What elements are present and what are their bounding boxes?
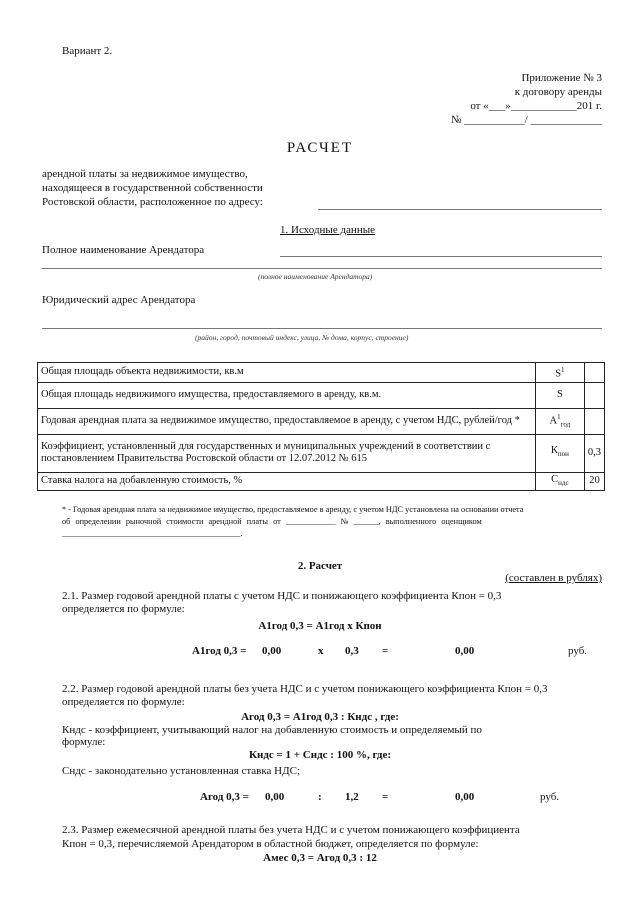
calc2-a: 0,00 (265, 791, 285, 803)
row-value (584, 382, 604, 408)
appendix-line3: от «___»____________201 г. (470, 100, 602, 112)
section1-heading: 1. Исходные данные (280, 224, 375, 236)
p21-line1: 2.1. Размер годовой арендной платы с учетом НДС и понижающего коэффициента Кпон = 0,3 (62, 590, 502, 602)
row-value (584, 363, 604, 383)
row-label: Общая площадь недвижимого имущества, предоставляемого в аренду, кв.м. (38, 382, 536, 408)
tenant-label: Полное наименование Арендатора (42, 244, 205, 256)
row-value (584, 408, 604, 434)
table-row (38, 382, 605, 408)
page-title: РАСЧЕТ (286, 140, 354, 156)
tenant-hint: (полное наименование Арендатора) (258, 272, 373, 281)
row-label: Годовая арендная плата за недвижимое имущество, предоставляемое в аренду, с учетом НДС, рублей/год * (38, 408, 536, 434)
footnote-line3: ___________________________________________. (62, 529, 243, 538)
p22-line1: 2.2. Размер годовой арендной платы без учета НДС и с учетом понижающего коэффициента Кпон = 0,3 (62, 683, 548, 695)
calc1-unit: руб. (568, 645, 588, 657)
table-row (38, 408, 605, 434)
calc2-b: 1,2 (345, 791, 359, 803)
kndc-def-line2: формуле: (62, 736, 106, 748)
appendix-line2: к договору аренды (514, 86, 602, 98)
calc1-a: 0,00 (262, 645, 282, 657)
calc1-b: 0,3 (345, 645, 359, 657)
calc2-result: 0,00 (455, 791, 475, 803)
row-value: 20 (584, 472, 604, 490)
table-row (38, 363, 605, 383)
section2-heading: 2. Расчет (297, 560, 343, 572)
formula-2: Агод 0,3 = А1год 0,3 : Кндс , где: (241, 711, 399, 723)
p22-line2: определяется по формуле: (62, 696, 185, 708)
calc1-label: А1год 0,3 = (192, 645, 247, 657)
table-row (38, 472, 605, 490)
address-blank-line (318, 209, 602, 210)
row-symbol: $А^1_{год}$ (535, 408, 584, 434)
p21-line2: определяется по формуле: (62, 603, 185, 615)
subject-line2: находящееся в государственной собственности (42, 182, 263, 194)
calc1-result: 0,00 (455, 645, 475, 657)
subject-line3: Ростовской области, расположенное по адресу: (42, 196, 263, 208)
parameters-table (37, 362, 605, 491)
row-label: Ставка налога на добавленную стоимость, % (38, 472, 536, 490)
row-symbol: $S^1$ (535, 363, 584, 383)
tenant-blank-line (280, 256, 602, 257)
calc1-eq: = (382, 645, 389, 657)
tenant-address-blank-line (42, 328, 602, 329)
row-symbol: $К_{пон}$ (535, 434, 584, 472)
p23-line2: Кпон = 0,3, перечисляемой Арендатором в областной бюджет, определяется по формуле: (62, 838, 479, 850)
appendix-line4: № ___________/ _____________ (450, 114, 602, 126)
tenant-blank-line-2 (42, 268, 602, 269)
footnote-line1: * - Годовая арендная плата за недвижимое имущество, предоставляемое в аренду, с учетом НДС установлена на основании отчета (62, 505, 524, 514)
kndc-def-line1: Кндс - коэффициент, учитывающий налог на добавленную стоимость и определяемый по (62, 724, 482, 736)
formula-4: Амес 0,3 = Агод 0,3 : 12 (263, 852, 377, 864)
footnote-line2: об определении рыночной стоимости арендной платы от ____________ № ______, выполненного оценщиком (62, 517, 482, 526)
calc2-label: Агод 0,3 = (200, 791, 249, 803)
calc1-op: х (318, 645, 324, 657)
row-label: Общая площадь объекта недвижимости, кв.м (38, 363, 536, 383)
cndc-def: Cндс - законодательно установленная ставка НДС; (62, 765, 301, 777)
calc2-eq: = (382, 791, 389, 803)
formula-1: А1год 0,3 = А1год х Кпон (258, 620, 382, 632)
variant-label: Вариант 2. (62, 45, 113, 57)
row-symbol: $С_{ндс}$ (535, 472, 584, 490)
tenant-address-hint: (район, город, почтовый индекс, улица, № дома, корпус, строение) (195, 333, 409, 342)
row-value: 0,3 (584, 434, 604, 472)
formula-3: Кндс = 1 + Cндс : 100 %, где: (249, 749, 391, 761)
tenant-address-label: Юридический адрес Арендатора (42, 294, 196, 306)
section2-note: (составлен в рублях) (505, 572, 602, 584)
table-row (38, 434, 605, 472)
appendix-line1: Приложение № 3 (521, 72, 602, 84)
row-label: Коэффициент, установленный для государственных и муниципальных учреждений в соответствии с постановлением Правительства Ростовской области от 12.07.2012 № 615 (38, 434, 536, 472)
calc2-unit: руб. (540, 791, 560, 803)
subject-line1: арендной платы за недвижимое имущество, (42, 168, 248, 180)
calc2-op: : (318, 791, 322, 803)
row-symbol: S (535, 382, 584, 408)
p23-line1: 2.3. Размер ежемесячной арендной платы без учета НДС и с учетом понижающего коэффициента (62, 824, 520, 836)
